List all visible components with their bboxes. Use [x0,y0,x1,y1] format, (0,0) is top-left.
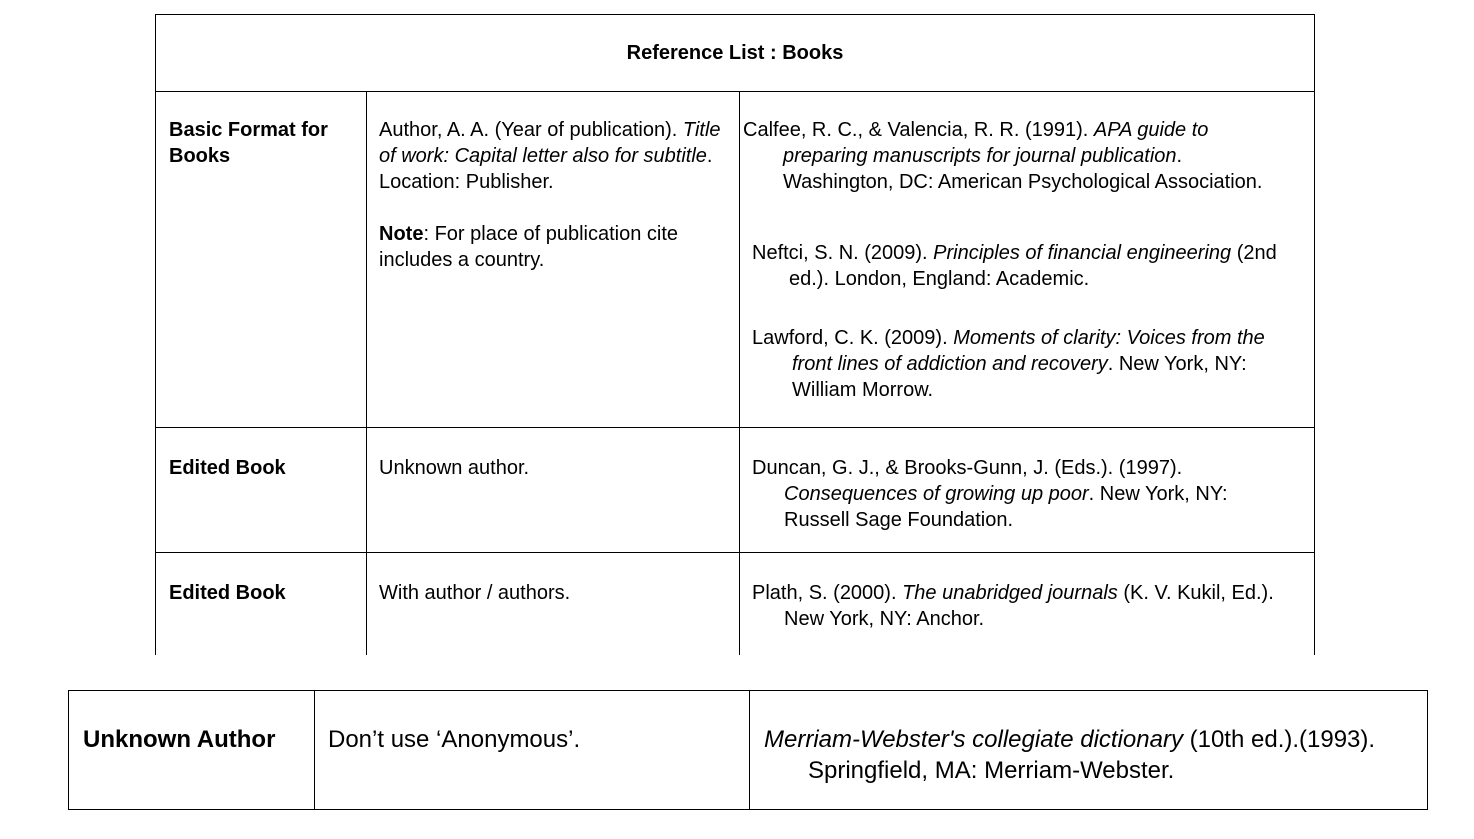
example-merriam-webster: Merriam-Webster's collegiate dictionary (10th ed.).(1993). Springfield, MA: Merriam-Webster. [764,726,1376,784]
example-plath: Plath, S. (2000). The unabridged journals (K. V. Kukil, Ed.). New York, NY: Anchor. [752,582,1274,630]
row-label-edited-book-authors: Edited Book [169,582,286,604]
example-neftci: Neftci, S. N. (2009). Principles of financial engineering (2nd ed.). London, England: Academic. [752,242,1277,290]
table-title: Reference List : Books [156,15,1314,92]
example-duncan: Duncan, G. J., & Brooks-Gunn, J. (Eds.). (1997). Consequences of growing up poor. New York, NY: Russell Sage Foundation. [752,457,1228,531]
basic-format-description: Author, A. A. (Year of publication). Title of work: Capital letter also for subtitle. Location: Publisher. [379,119,721,193]
column-divider [749,691,750,809]
unknown-author-table [68,690,1428,810]
row-label-edited-book: Edited Book [169,457,286,479]
column-divider [366,91,367,655]
row-divider [156,552,1314,553]
example-lawford: Lawford, C. K. (2009). Moments of clarity: Voices from the front lines of addiction and recovery. New York, NY: William Morrow. [752,327,1265,401]
example-calfee: Calfee, R. C., & Valencia, R. R. (1991). APA guide to preparing manuscripts for journal publication. Washington, DC: American Psychological Association. [743,119,1263,193]
row-label-basic-format: Basic Format for Books [169,119,328,167]
row-divider [156,427,1314,428]
edited-book-format: Unknown author. [379,457,530,479]
column-divider [314,691,315,809]
unknown-author-format: Don’t use ‘Anonymous’. [328,726,581,753]
edited-book-authors-format: With author / authors. [379,582,571,604]
row-label-unknown-author: Unknown Author [83,726,276,753]
basic-format-note: Note: For place of publication cite includes a country. [379,223,679,271]
reference-table-books [155,14,1315,655]
column-divider [739,91,740,655]
